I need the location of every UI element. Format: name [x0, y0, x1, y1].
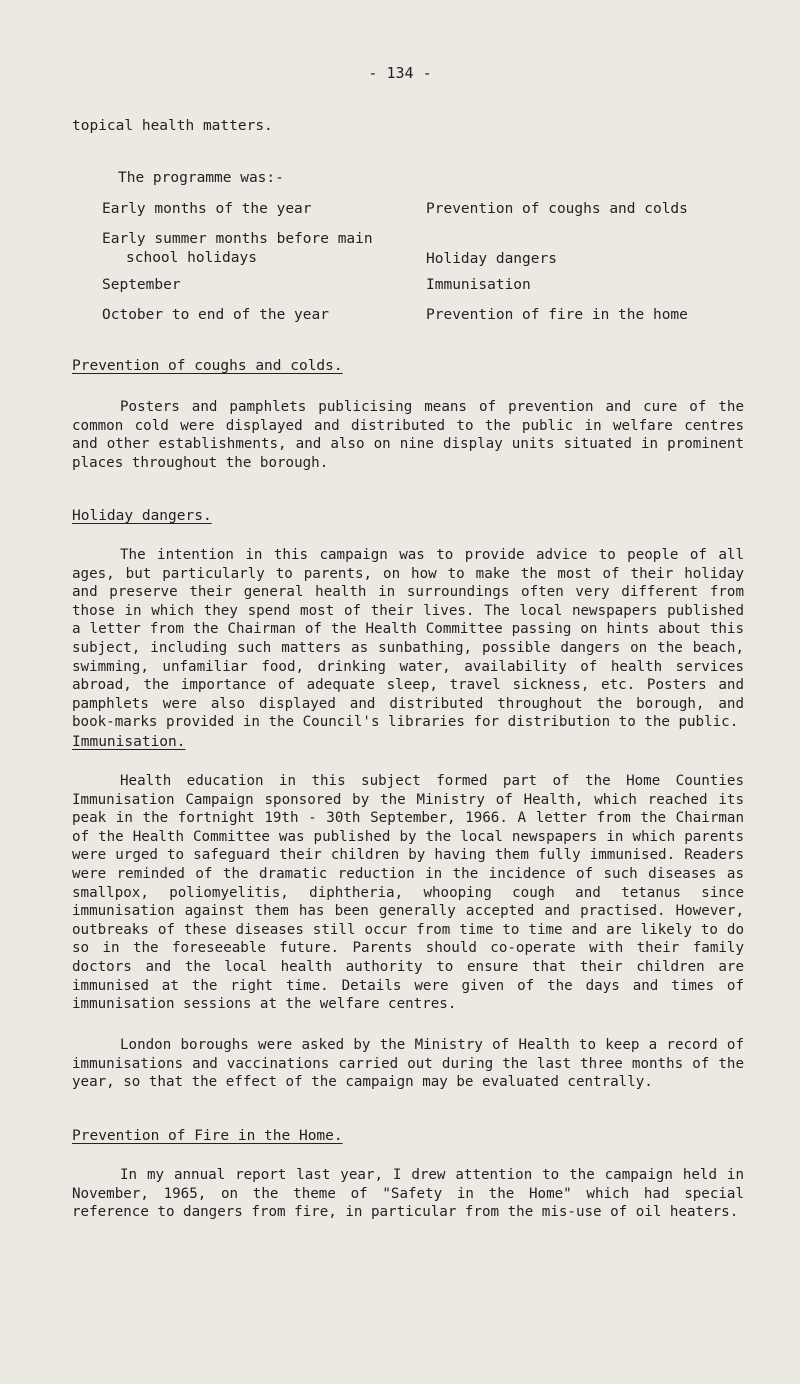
paragraph-fire: In my annual report last year, I drew attention to the campaign held in November, 1965, on the theme of "Safety in the Home" which had special reference to dangers from fire, in particular from the mis-use of oil heaters. [72, 1167, 744, 1221]
programme-period: September [102, 277, 181, 293]
programme-topic: Holiday dangers [426, 251, 557, 267]
intro-line: topical health matters. [72, 118, 273, 134]
section-heading-fire: Prevention of Fire in the Home. [72, 1128, 343, 1144]
programme-period [102, 230, 373, 268]
programme-period-text: Early summer months before main school holidays [102, 231, 373, 266]
programme-period: October to end of the year [102, 307, 329, 323]
section-heading-holiday: Holiday dangers. [72, 508, 212, 524]
programme-topic: Immunisation [426, 277, 531, 293]
paragraph-holiday: The intention in this campaign was to provide advice to people of all ages, but particularly to parents, on how to make the most of their holiday and preserve their general health in surroundings often very different from those in which they spend most of their lives. The local newspapers published a letter from the Chairman of the Health Committee passing on hints about this subject, including such matters as sunbathing, possible dangers on the beach, swimming, unfamiliar food, drinking water, availability of health services abroad, the importance of adequate sleep, travel sickness, etc. Posters and pamphlets were also displayed and distributed throughout the borough, and book-marks provided in the Council's libraries for distribution to the public. [72, 547, 744, 731]
programme-topic: Prevention of coughs and colds [426, 201, 688, 217]
programme-period: Early months of the year [102, 201, 312, 217]
section-heading-coughs: Prevention of coughs and colds. [72, 358, 343, 374]
page-number: - 134 - [368, 64, 432, 82]
programme-topic: Prevention of fire in the home [426, 307, 688, 323]
paragraph-immunisation-2: London boroughs were asked by the Ministry of Health to keep a record of immunisations and vaccinations carried out during the last three months of the year, so that the effect of the campaign may be evaluated centrally. [72, 1037, 744, 1091]
section-heading-immunisation: Immunisation. [72, 734, 186, 750]
paragraph-coughs: Posters and pamphlets publicising means of prevention and cure of the common cold were displayed and distributed to the public in welfare centres and other establishments, and also on nine display units situated in prominent places throughout the borough. [72, 399, 744, 471]
programme-intro: The programme was:- [118, 170, 284, 186]
paragraph-immunisation-1: Health education in this subject formed part of the Home Counties Immunisation Campaign sponsored by the Ministry of Health, which reached its peak in the fortnight 19th - 30th September, 1966. A letter from the Chairman of the Health Committee was published by the local newspapers in which parents were urged to safeguard their children by having them fully immunised. Readers were reminded of the dramatic reduction in the incidence of such diseases as smallpox, poliomyelitis, diphtheria, whooping cough and tetanus since immunisation against them has been generally accepted and practised. However, outbreaks of these diseases still occur from time to time and are likely to do so in the foreseeable future. Parents should co-operate with their family doctors and the local health authority to ensure that their children are immunised at the right time. Details were given of the days and times of immunisation sessions at the welfare centres. [72, 773, 744, 1013]
